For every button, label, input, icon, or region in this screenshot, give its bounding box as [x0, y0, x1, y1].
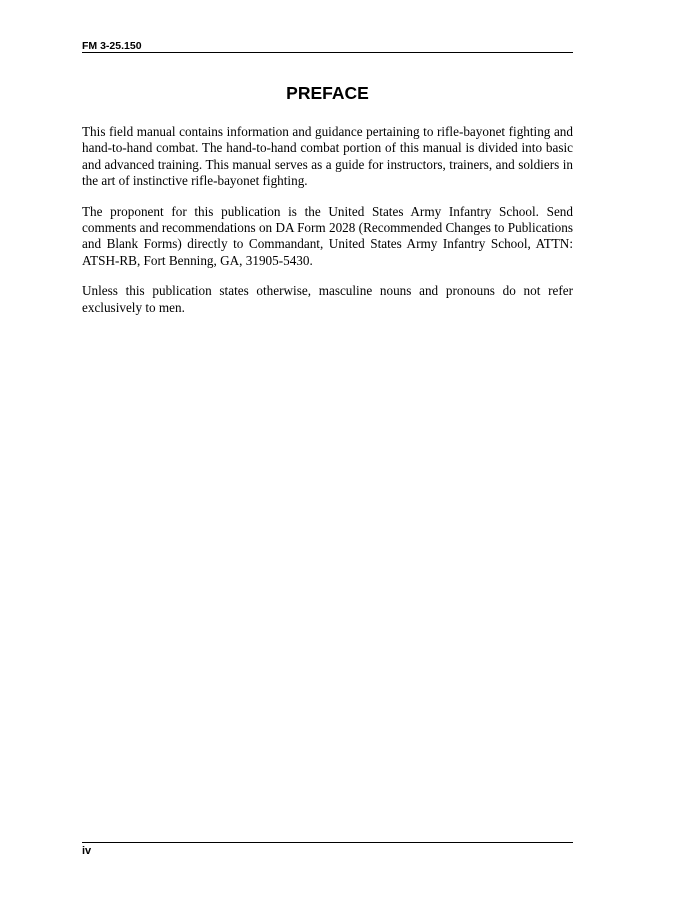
paragraph-gender-note: Unless this publication states otherwise, masculine nouns and pronouns do not refer exclusively to men.	[82, 283, 573, 315]
document-id-header: FM 3-25.150	[82, 40, 142, 52]
header-divider	[82, 52, 573, 53]
paragraph-proponent: The proponent for this publication is the United States Army Infantry School. Send comments and recommendations on DA Form 2028 (Recommended Changes to Publications and Blank Forms) directly to Commandant, United States Army Infantry School, ATTN: ATSH-RB, Fort Benning, GA, 31905-5430.	[82, 203, 573, 268]
page-title: PREFACE	[286, 83, 369, 103]
page-number: iv	[82, 845, 92, 857]
paragraph-scope: This field manual contains information and guidance pertaining to rifle-bayonet fighting and hand-to-hand combat. The hand-to-hand combat portion of this manual is divided into basic and advanced training. This manual serves as a guide for instructors, trainers, and soldiers in the art of instinctive rifle-bayonet fighting.	[82, 124, 573, 188]
footer-divider	[82, 842, 573, 843]
preface-body	[82, 124, 573, 330]
